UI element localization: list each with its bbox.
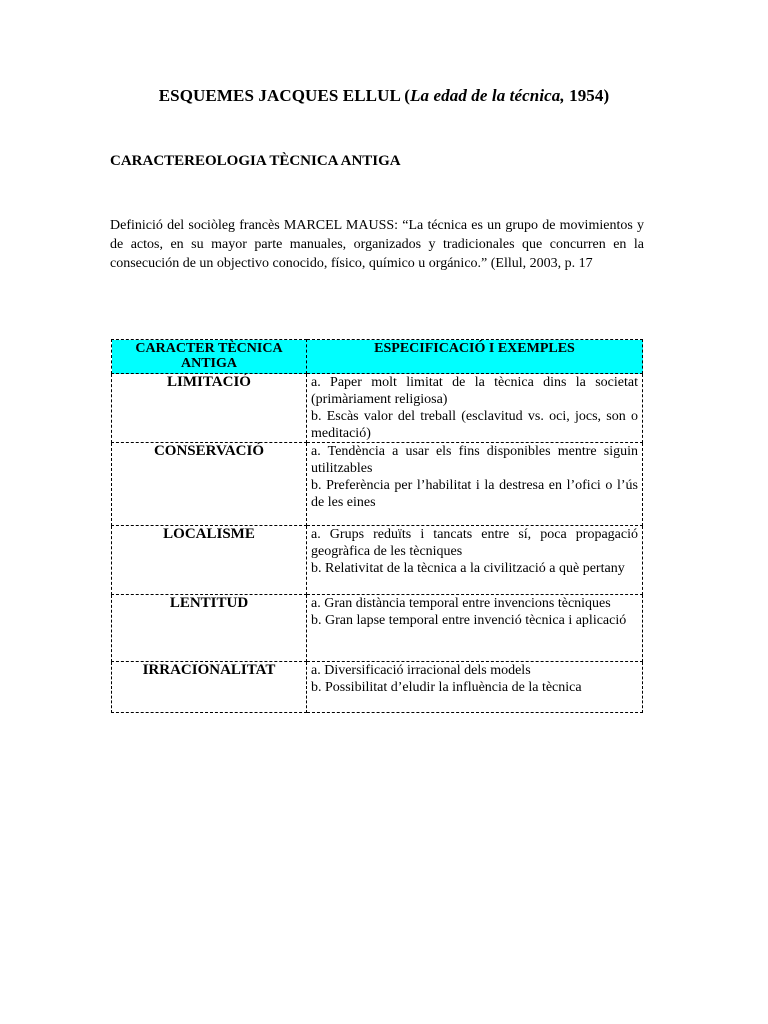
characteristic-name: LIMITACIÓ (112, 374, 307, 443)
characteristic-name: LOCALISME (112, 526, 307, 595)
title-year: 1954) (564, 86, 610, 105)
header-specification: ESPECIFICACIÓ I EXEMPLES (307, 340, 643, 374)
definition-paragraph: Definició del sociòleg francès MARCEL MAUSS: “La técnica es un grupo de movimientos y de actos, en su mayor parte manuales, organizados y tradicionales que concurren en la consecución de un objectivo conocido, físico, químico u orgánico.” (Ellul, 2003, p. 17 (110, 218, 644, 271)
characteristic-spec (307, 443, 643, 526)
characteristic-spec (307, 526, 643, 595)
title-main: ESQUEMES JACQUES ELLUL ( (158, 86, 411, 105)
table-header-row (112, 340, 643, 374)
title-book: La edad de la técnica, (410, 86, 565, 105)
characteristic-spec (307, 662, 643, 713)
spec-item-b: b. Preferència per l’habilitat i la destresa en l’ofici o l’ús de les eines (311, 478, 638, 510)
table-row (112, 595, 643, 662)
spec-item-a: a. Diversificació irracional dels models (311, 663, 531, 678)
spec-item-b: b. Escàs valor del treball (esclavitud vs. oci, jocs, son o meditació) (311, 409, 638, 441)
characteristics-table (111, 339, 643, 713)
spec-item-a: a. Tendència a usar els fins disponibles mentre siguin utilitzables (311, 444, 638, 476)
characteristic-spec (307, 595, 643, 662)
table-row (112, 374, 643, 443)
spec-item-b: b. Gran lapse temporal entre invenció tècnica i aplicació (311, 613, 627, 628)
characteristic-name: LENTITUD (112, 595, 307, 662)
spec-item-a: a. Paper molt limitat de la tècnica dins la societat (primàriament religiosa) (311, 375, 638, 407)
section-heading: CARACTEREOLOGIA TÈCNICA ANTIGA (110, 153, 401, 169)
characteristic-name: IRRACIONALITAT (112, 662, 307, 713)
spec-item-a: a. Grups reduïts i tancats entre sí, poca propagació geogràfica de les tècniques (311, 527, 638, 559)
characteristic-name: CONSERVACIÓ (112, 443, 307, 526)
header-character: CARACTER TÈCNICA ANTIGA (112, 340, 307, 374)
document-title (0, 86, 768, 106)
spec-item-a: a. Gran distància temporal entre invencions tècniques (311, 596, 611, 611)
table-row (112, 526, 643, 595)
spec-item-b: b. Possibilitat d’eludir la influència de la tècnica (311, 680, 582, 695)
spec-item-b: b. Relativitat de la tècnica a la civilització a què pertany (311, 561, 625, 576)
characteristic-spec (307, 374, 643, 443)
table-row (112, 662, 643, 713)
table-row (112, 443, 643, 526)
